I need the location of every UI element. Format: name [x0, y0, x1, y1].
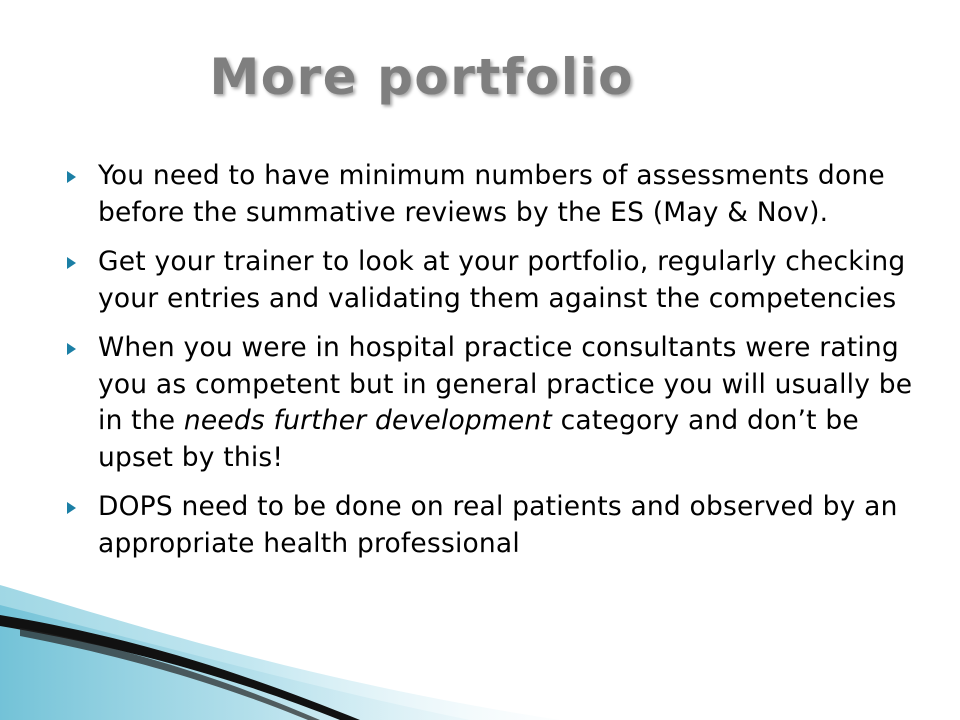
- swoosh-light-band: [0, 585, 560, 720]
- bullet-item: [67, 158, 937, 231]
- bullet-text-emphasis: needs further development: [183, 405, 553, 436]
- bullet-text: You need to have minimum numbers of assessments done before the summative reviews by the ES (May & Nov).: [98, 160, 885, 228]
- bullet-text-before: When you were in hospital practice consultants were rating you as competent but in general practice you will usually be in the: [98, 332, 913, 436]
- swoosh-dark-line: [0, 615, 360, 720]
- bullet-item: [67, 244, 937, 317]
- triangle-right-icon: [67, 171, 76, 183]
- triangle-right-icon: [67, 257, 76, 269]
- slide-title: More portfolio: [209, 48, 634, 106]
- triangle-right-icon: [67, 502, 76, 514]
- bullet-text: DOPS need to be done on real patients and observed by an appropriate health professional: [98, 491, 898, 559]
- triangle-right-icon: [67, 343, 76, 355]
- bullet-item: [67, 489, 937, 562]
- bullet-text-after: category and don’t be upset by this!: [98, 405, 859, 473]
- bullet-list: [67, 158, 937, 575]
- swoosh-mid-band: [0, 605, 470, 720]
- swoosh-dark-line-2: [20, 628, 320, 720]
- bullet-text: Get your trainer to look at your portfolio, regularly checking your entries and validating them against the competencies: [98, 246, 906, 314]
- bullet-item: [67, 330, 937, 476]
